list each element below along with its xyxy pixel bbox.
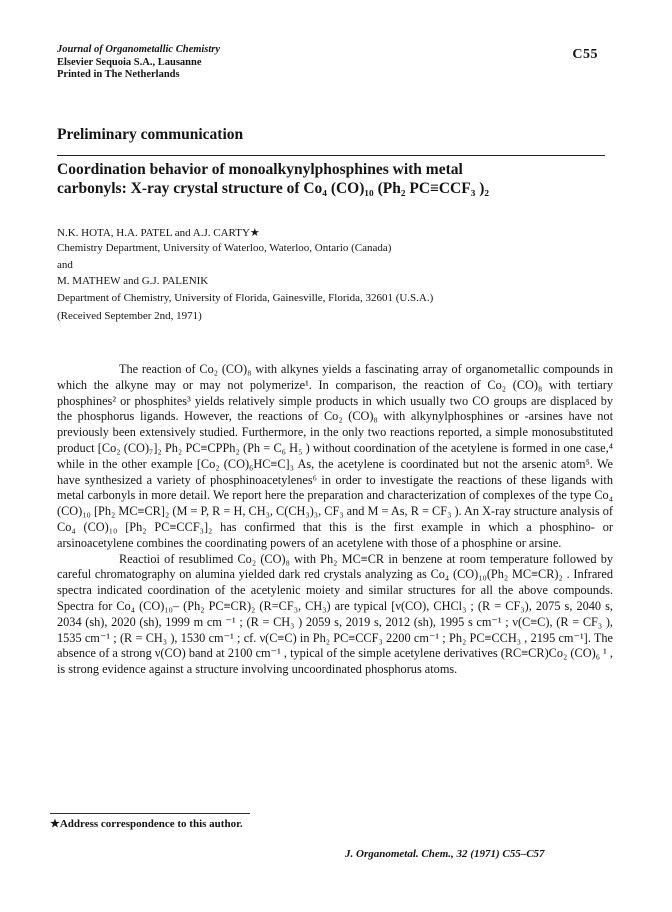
article-body xyxy=(57,362,613,678)
section-divider xyxy=(57,155,605,156)
and-connector: and xyxy=(57,259,73,271)
page-number: C55 xyxy=(572,47,598,62)
affiliation-2: Department of Chemistry, University of Florida, Gainesville, Florida, 32601 (U.S.A.) xyxy=(57,292,434,304)
authors-group-1: N.K. HOTA, H.A. PATEL and A.J. CARTY★ xyxy=(57,227,260,239)
title-line-2: carbonyls: X-ray crystal structure of Co₄ (CO)₁₀ (Ph₂ PC≡CCF₃ )₂ xyxy=(57,180,490,197)
publisher: Elsevier Sequoia S.A., Lausanne xyxy=(57,56,202,68)
body-paragraph-1: The reaction of Co₂ (CO)₈ with alkynes yields a fascinating array of organometallic compounds in which the alkyne may or may not polymerize¹. In comparison, the reaction of Co₂ (CO)₈ with tertiary phosphines² or phosphites³ yields relatively simple products in which usually two CO groups are displaced by the phosphorus ligands. However, the reactions of Co₂ (CO)₈ with alkynylphosphines or -arsines have not previously been extensively studied. Furthermore, in the only two reactions reported, a simple monosubstituted product [Co₂ (CO)₇]₂ Ph₂ PC≡CPPh₂ (Ph = C₆ H₅ ) without coordination of the acetylene is formed in one case,⁴ while in the other example [Co₂ (CO)₆HC≡C]₃ As, the acetylene is coordinated but not the arsenic atom⁵. We have synthesized a variety of phosphinoacetylenes⁶ in order to investigate the reactions of these ligands with metal carbonyls in more detail. We report here the preparation and characterization of complexes of the type Co₄ (CO)₁₀ [Ph₂ MC≡CR]₂ (M = P, R = H, CH₃, C(CH₃)₃, CF₃ and M = As, R = CF₃ ). An X-ray structure analysis of Co₄ (CO)₁₀ [Ph₂ PC≡CCF₃]₂ has confirmed that this is the first example in which a phosphino- or arsinoacetylene combines the coordinating powers of an acetylene with those of a phosphine or arsine. xyxy=(57,362,613,550)
affiliation-1: Chemistry Department, University of Waterloo, Waterloo, Ontario (Canada) xyxy=(57,242,392,254)
title-line-1: Coordination behavior of monoalkynylphosphines with metal xyxy=(57,161,463,178)
body-paragraph-2: Reactioi of resublimed Co₂ (CO)₈ with Ph₂ MC≡CR in benzene at room temperature followed by careful chromatography on alumina yielded dark red crystals analyzing as Co₄ (CO)₁₀(Ph₂ MC≡CR)₂ . Infrared spectra indicated coordination of the acetylenic moiety and similar structures for all the above compounds. Spectra for Co₄ (CO)₁₀– (Ph₂ PC≡CR)₂ (R=CF₃, CH₃) are typical [ν(CO), CHCl₃ ; (R = CF₃), 2075 s, 2040 s, 2034 (sh), 2020 (sh), 1999 m cm ⁻¹ ; (R = CH₃ ) 2059 s, 2019 s, 2012 (sh), 1995 s cm⁻¹ ; ν(C≡C), (R = CF₃ ), 1535 cm⁻¹ ; (R = CH₃ ), 1530 cm⁻¹ ; cf. ν(C≡C) in Ph₂ PC≡CCF₃ 2200 cm⁻¹ ; Ph₂ PC≡CCH₃ , 2195 cm⁻¹]. The absence of a strong ν(CO) band at 2100 cm⁻¹ , typical of the simple acetylene derivatives (RC≡CR)Co₂ (CO)₆ ¹ , is strong evidence against a structure involving uncoordinated phosphorus atoms. xyxy=(57,551,613,677)
journal-header xyxy=(57,44,220,82)
received-date: (Received September 2nd, 1971) xyxy=(57,310,202,322)
authors-group-2: M. MATHEW and G.J. PALENIK xyxy=(57,275,209,287)
journal-name: Journal of Organometallic Chemistry xyxy=(57,44,221,55)
footnote: ★Address correspondence to this author. xyxy=(50,818,243,830)
section-label: Preliminary communication xyxy=(57,126,244,143)
citation: J. Organometal. Chem., 32 (1971) C55–C57 xyxy=(345,848,545,860)
article-title xyxy=(57,160,617,198)
footnote-divider xyxy=(50,813,250,814)
printed-in: Printed in The Netherlands xyxy=(57,69,180,80)
